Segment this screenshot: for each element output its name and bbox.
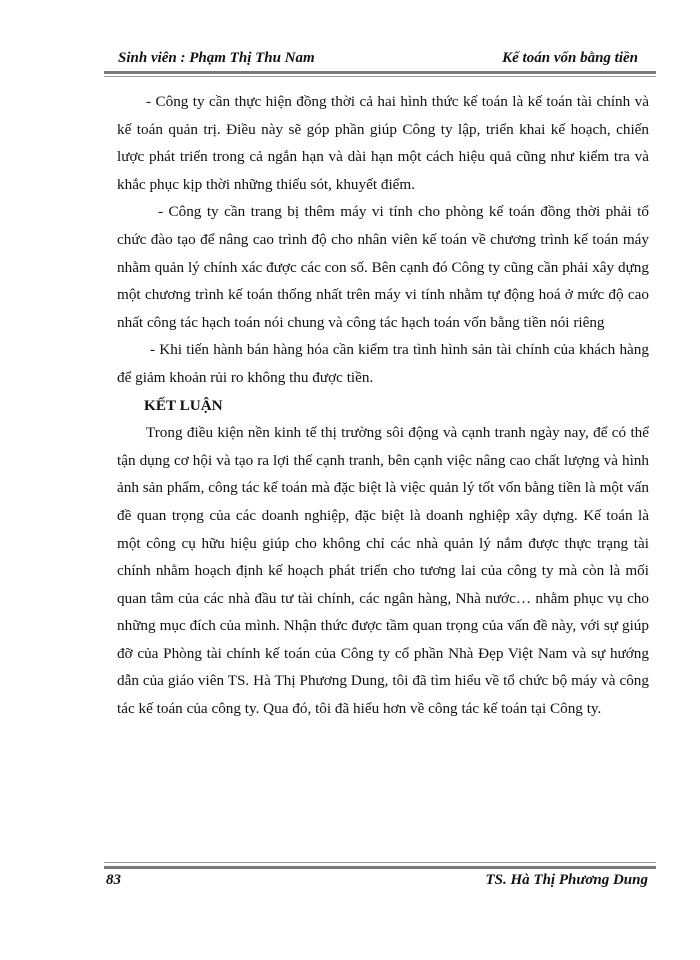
conclusion-heading: KẾT LUẬN [144, 396, 223, 414]
page-footer [104, 872, 656, 892]
footer-rule-thin [104, 862, 656, 863]
header-rule-thick [104, 71, 656, 74]
paragraph-customer-credit: - Khi tiến hành bán hàng hóa cần kiểm tra tình hình sản tài chính của khách hàng để giảm khoản rủi ro không thu được tiền. [117, 341, 649, 386]
page-header [104, 50, 640, 68]
footer-rule-thick [104, 866, 656, 869]
header-topic: Kế toán vốn bằng tiền [502, 50, 638, 66]
document-body [117, 88, 649, 723]
paragraph-computer-equipment: - Công ty cần trang bị thêm máy vi tính cho phòng kế toán đồng thời phải tổ chức đào tạo để nâng cao trình độ cho nhân viên kế toán về chương trình kế toán máy nhằm quản lý chính xác được các con số. Bên cạnh đó Công ty cũng cần phải xây dựng một chương trình kế toán thống nhất trên máy vi tính nhằm tự động hoá ở mức độ cao nhất công tác hạch toán nói chung và công tác hạch toán vốn bằng tiền nói riêng [117, 203, 649, 331]
header-student-name: Sinh viên : Phạm Thị Thu Nam [118, 50, 315, 66]
footer-author: TS. Hà Thị Phương Dung [485, 872, 648, 888]
paragraph-accounting-forms: - Công ty cần thực hiện đồng thời cả hai hình thức kế toán là kế toán tài chính và kế toán quản trị. Điều này sẽ góp phần giúp Công ty lập, triển khai kế hoạch, chiến lược phát triển trong cả ngắn hạn và dài hạn một cách hiệu quả cũng như kiểm tra và khắc phục kịp thời những thiếu sót, khuyết điểm. [117, 93, 649, 193]
page-number: 83 [106, 872, 121, 888]
conclusion-paragraph: Trong điều kiện nền kinh tế thị trường sôi động và cạnh tranh ngày nay, để có thể tận dụng cơ hội và tạo ra lợi thế cạnh tranh, bên cạnh việc nâng cao chất lượng và hình ảnh sản phẩm, công tác kế toán mà đặc biệt là việc quản lý tốt vốn bằng tiền là một vấn đề quan trọng của các doanh nghiệp, đặc biệt là doanh nghiệp xây dựng. Kế toán là một công cụ hữu hiệu giúp cho không chỉ các nhà quản lý nắm được thực trạng tài chính nhằm hoạch định kế hoạch phát triển cho tương lai của công ty mà còn là mối quan tâm của các nhà đầu tư tài chính, các ngân hàng, Nhà nước… nhằm phục vụ cho những mục đích của mình. Nhận thức được tầm quan trọng của vấn đề này, với sự giúp đỡ của Phòng tài chính kế toán của Công ty cổ phần Nhà Đẹp Việt Nam và sự hướng dẫn của giáo viên TS. Hà Thị Phương Dung, tôi đã tìm hiểu về tổ chức bộ máy và công tác kế toán của công ty. Qua đó, tôi đã hiểu hơn về công tác kế toán tại Công ty. [117, 424, 649, 718]
header-rule-thin [104, 76, 656, 77]
